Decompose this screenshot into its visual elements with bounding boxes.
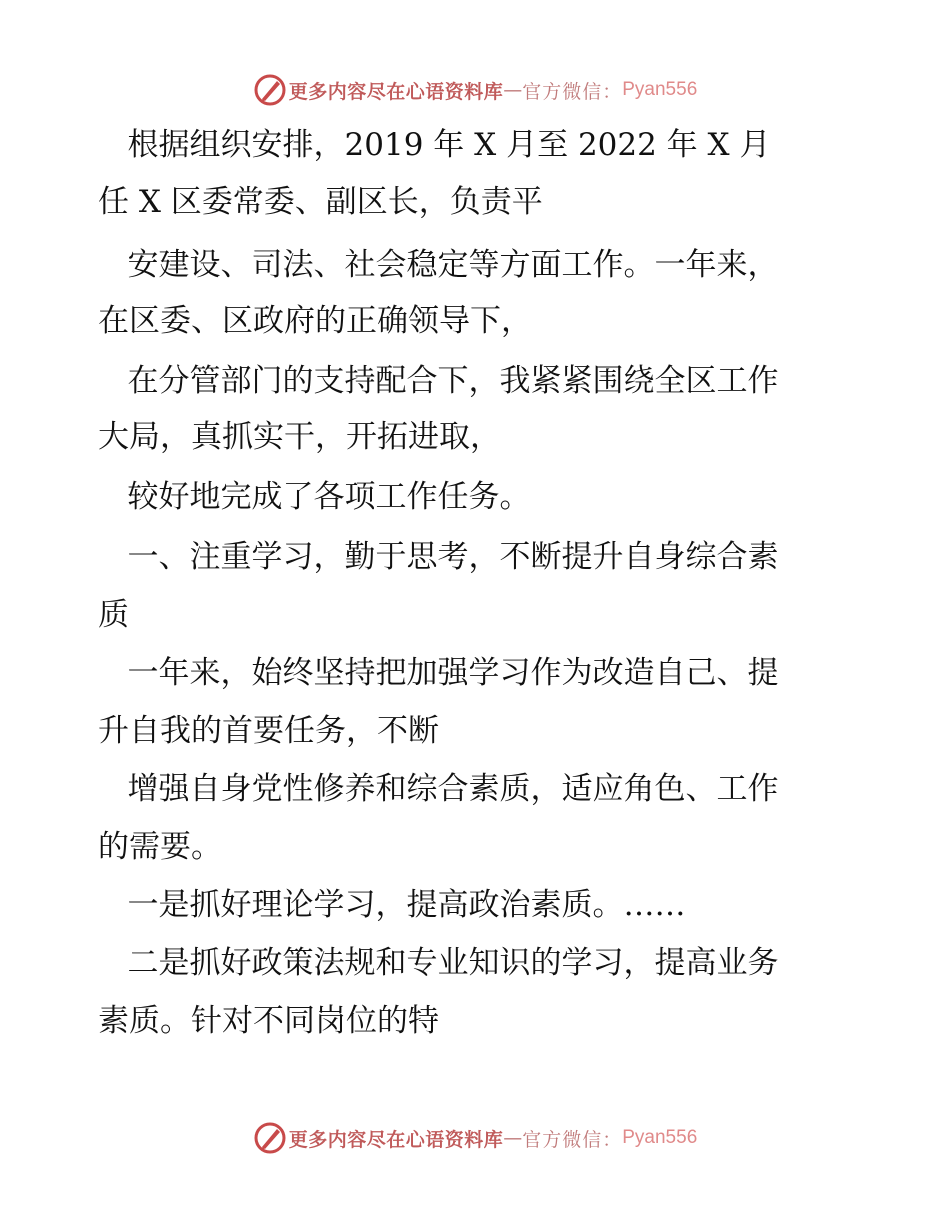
body-line: 任 X 区委常委、副区长，负责平 (98, 184, 543, 220)
footer-wechat-label: 官方微信： (522, 1128, 623, 1151)
quill-logo-icon (253, 1121, 287, 1155)
header-dash: — (503, 79, 523, 101)
body-line: 在分管部门的支持配合下，我紧紧围绕全区工作 (98, 363, 779, 399)
body-line: 二是抓好政策法规和专业知识的学习，提高业务 (98, 945, 779, 981)
header-wechat-id: Pyan556 (622, 79, 698, 100)
body-line: 升自我的首要任务，不断 (98, 713, 439, 749)
footer-dash: — (503, 1127, 523, 1149)
body-line: 较好地完成了各项工作任务。 (98, 479, 531, 515)
body-line: 安建设、司法、社会稳定等方面工作。一年来， (98, 247, 779, 283)
body-line: 素质。针对不同岗位的特 (98, 1003, 439, 1039)
header-wechat-label: 官方微信： (522, 80, 623, 103)
footer-brand-text: 更多内容尽在心语资料库 (288, 1128, 504, 1151)
body-line: 一年来，始终坚持把加强学习作为改造自己、提 (98, 655, 779, 691)
header-watermark (0, 70, 950, 110)
header-brand-text: 更多内容尽在心语资料库 (288, 80, 504, 103)
body-line: 质 (98, 597, 129, 633)
body-line: 的需要。 (98, 829, 222, 865)
quill-logo-icon (253, 73, 287, 107)
body-line: 大局，真抓实干，开拓进取， (98, 419, 501, 455)
footer-wechat-id: Pyan556 (622, 1127, 698, 1148)
body-line: 在区委、区政府的正确领导下， (98, 303, 532, 339)
body-line: 一、注重学习，勤于思考，不断提升自身综合素 (98, 539, 779, 575)
footer-watermark (0, 1118, 950, 1158)
body-line: 增强自身党性修养和综合素质，适应角色、工作 (98, 771, 779, 807)
body-line: 根据组织安排，2019 年 X 月至 2022 年 X 月 (98, 127, 771, 163)
body-line: 一是抓好理论学习，提高政治素质。…… (98, 887, 686, 923)
